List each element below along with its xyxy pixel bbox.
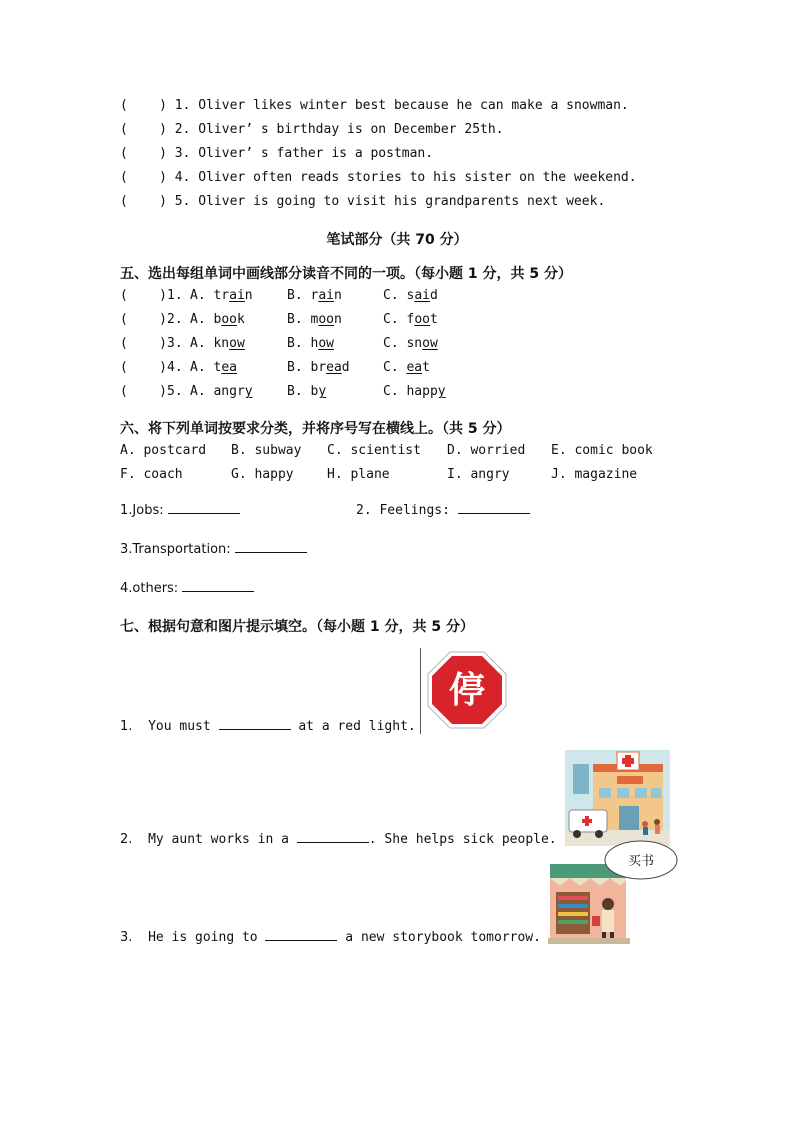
word-part: angr [213,384,245,399]
part4-item-5: ( ) 5. Oliver is going to visit his grandparents next week. [120,194,606,209]
answer-blank[interactable] [297,830,369,843]
word-option [120,443,206,458]
underlined-letters: y [244,384,253,399]
speech-bubble-text: 买书 [627,854,655,869]
answer-blank[interactable] [219,717,291,730]
option-c [383,336,438,351]
part6-title: 六、将下列单词按要求分类，并将序号写在横线上。（共 5 分） [120,421,511,437]
option-a [190,312,245,327]
answer-parentheses[interactable]: ( ) [120,288,167,303]
answer-parentheses[interactable]: ( ) [120,312,167,327]
option-b [287,384,326,399]
word-part: t [213,360,222,375]
part4-item-2: ( ) 2. Oliver’ s birthday is on December 25th. [120,122,504,137]
word-part: b [213,312,222,327]
word-option [327,467,390,482]
option-a [190,360,237,375]
answer-parentheses[interactable]: ( ) [120,336,167,351]
question-number: 5. [167,384,183,399]
word-part: br [310,360,327,375]
word-part: n [333,288,342,303]
underlined-letters: oo [221,312,237,327]
word-option [551,467,637,482]
word-part: happ [406,384,438,399]
word-option [447,443,525,458]
word-option [327,443,421,458]
option-letter: A. [190,336,206,351]
option-word: comic book [574,443,653,458]
underlined-letters: ea [406,360,423,375]
option-letter: B. [287,360,303,375]
question-number: 2. [167,312,183,327]
underlined-letters: ai [414,288,430,303]
option-letter: A. [190,360,206,375]
part7-title: 七、根据句意和图片提示填空。（每小题 1 分，共 5 分） [120,619,474,635]
option-word: angry [470,467,510,482]
underlined-letters: y [318,384,327,399]
option-word: coach [143,467,183,482]
word-option [231,467,294,482]
word-part: s [406,288,415,303]
option-letter: A. [190,288,206,303]
option-letter: B. [287,288,303,303]
word-part: n [244,288,253,303]
underlined-letters: oo [414,312,430,327]
option-letter: C. [327,443,343,458]
word-part: k [236,312,245,327]
option-c [383,384,446,399]
option-letter: A. [120,443,136,458]
option-word: subway [254,443,302,458]
part4-item-3: ( ) 3. Oliver’ s father is a postman. [120,146,434,161]
underlined-letters: ea [221,360,237,375]
word-option [447,467,510,482]
option-b [287,360,350,375]
part7-item-2: 2. My aunt works in a . She helps sick people. [120,832,557,847]
underlined-letters: oo [318,312,334,327]
option-letter: A. [190,384,206,399]
option-letter: B. [231,443,247,458]
word-part: t [429,312,438,327]
word-part: b [310,384,319,399]
answer-parentheses[interactable]: ( ) [120,384,167,399]
option-letter: F. [120,467,136,482]
underlined-letters: ea [326,360,342,375]
option-word: worried [470,443,526,458]
option-letter: I. [447,467,463,482]
word-part: kn [213,336,230,351]
answer-blank[interactable] [182,579,254,592]
option-word: happy [254,467,294,482]
underlined-letters: ow [422,336,438,351]
part7-item-3: 3. He is going to a new storybook tomorrow. [120,930,541,945]
option-c [383,360,430,375]
category-transportation: 3.Transportation: [120,540,307,557]
option-letter: H. [327,467,343,482]
option-letter: C. [383,288,399,303]
speech-bubble [603,840,679,882]
word-part: t [422,360,430,375]
option-letter: B. [287,312,303,327]
option-a [190,288,253,303]
picture-border [420,648,421,734]
answer-blank[interactable] [168,501,240,514]
word-option [231,443,301,458]
answer-blank[interactable] [265,928,337,941]
answer-parentheses[interactable]: ( ) [120,146,167,161]
question-number: 3. [167,336,183,351]
option-b [287,288,342,303]
option-word: magazine [574,467,638,482]
answer-parentheses[interactable]: ( ) [120,360,167,375]
option-b [287,312,342,327]
option-word: postcard [143,443,207,458]
word-part: m [310,312,319,327]
hospital-icon [565,750,670,846]
option-letter: J. [551,467,567,482]
part4-item-4: ( ) 4. Oliver often reads stories to his sister on the weekend. [120,170,637,185]
word-part: f [406,312,415,327]
option-letter: C. [383,312,399,327]
category-jobs: 1.Jobs: [120,501,240,518]
underlined-letters: y [437,384,446,399]
option-b [287,336,334,351]
word-part: h [310,336,319,351]
word-option [120,467,183,482]
option-letter: B. [287,384,303,399]
stop-sign-icon [426,650,508,730]
answer-blank[interactable] [235,540,307,553]
option-letter: B. [287,336,303,351]
answer-parentheses[interactable]: ( ) [120,194,167,209]
answer-parentheses[interactable]: ( ) [120,98,167,113]
answer-blank[interactable] [458,501,530,514]
word-part: d [341,360,350,375]
underlined-letters: ow [318,336,334,351]
written-section-title: 笔试部分（共 70 分） [326,232,468,248]
part7-item-1: 1. You must at a red light. [120,719,416,734]
option-c [383,288,438,303]
underlined-letters: ai [229,288,245,303]
answer-parentheses[interactable]: ( ) [120,170,167,185]
word-part: d [429,288,438,303]
underlined-letters: ow [229,336,245,351]
option-letter: A. [190,312,206,327]
word-part: r [310,288,319,303]
option-a [190,384,253,399]
word-part: tr [213,288,230,303]
part5-title: 五、选出每组单词中画线部分读音不同的一项。（每小题 1 分，共 5 分） [120,266,572,282]
category-others: 4.others: [120,579,254,596]
option-letter: G. [231,467,247,482]
question-number: 1. [167,288,183,303]
word-part: n [333,312,342,327]
option-letter: E. [551,443,567,458]
answer-parentheses[interactable]: ( ) [120,122,167,137]
word-part: sn [406,336,423,351]
option-word: scientist [350,443,421,458]
option-letter: D. [447,443,463,458]
option-letter: C. [383,384,399,399]
stop-sign-text: 停 [448,670,486,711]
option-a [190,336,245,351]
underlined-letters: ai [318,288,334,303]
option-letter: C. [383,360,399,375]
category-feelings: 2. Feelings: [356,501,530,518]
question-number: 4. [167,360,183,375]
option-word: plane [350,467,390,482]
part4-item-1: ( ) 1. Oliver likes winter best because he can make a snowman. [120,98,629,113]
option-letter: C. [383,336,399,351]
option-c [383,312,438,327]
word-option [551,443,653,458]
